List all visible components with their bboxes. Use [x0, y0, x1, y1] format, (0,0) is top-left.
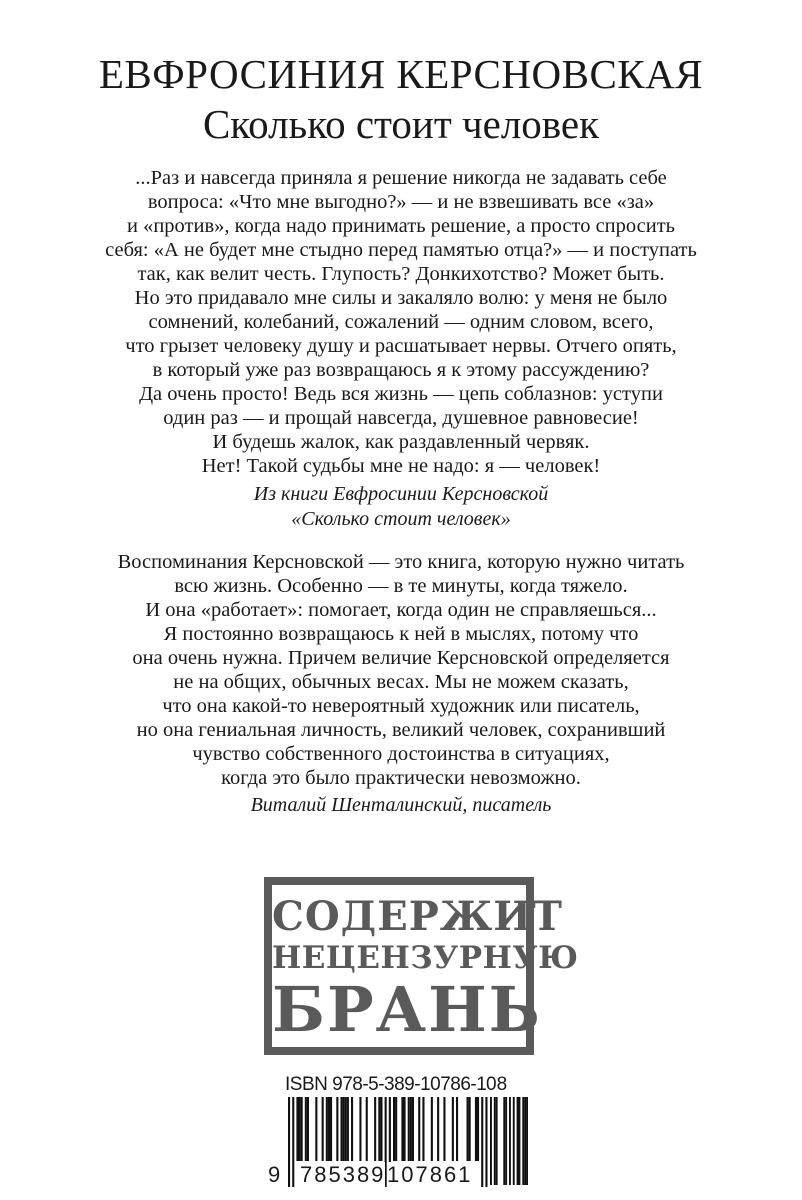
quote-line: И будешь жалок, как раздавленный червяк.: [212, 431, 590, 453]
barcode-right-digits: 107861: [387, 1162, 473, 1187]
quote-source: [0, 482, 802, 532]
barcode-addon-number: 08: [486, 1074, 508, 1095]
barcode-bar: [401, 1097, 403, 1161]
stamp-line: НЕЦЕНЗУРНУЮ: [272, 940, 579, 976]
barcode-addon-bar: [526, 1097, 528, 1185]
quote-line: ...Раз и навсегда приняла я решение никогда не задавать себе: [135, 167, 667, 189]
barcode-addon-bar: [509, 1097, 511, 1185]
review-line: всю жизнь. Особенно — в те минуты, когда тяжело.: [174, 575, 628, 597]
barcode-addon-bar: [522, 1097, 524, 1185]
quote-excerpt: [0, 166, 802, 478]
barcode-bar: [404, 1097, 406, 1161]
review: [0, 550, 802, 790]
review-line: когда это было практически невозможно.: [221, 767, 581, 789]
barcode-bar: [322, 1097, 324, 1161]
barcode-bar: [418, 1097, 420, 1161]
barcode-bar: [437, 1097, 439, 1161]
barcode-addon-bar: [505, 1097, 507, 1185]
barcode-addon-bar: [494, 1097, 496, 1185]
barcode-bar: [485, 1097, 487, 1187]
barcode-bar: [366, 1097, 368, 1161]
barcode-bar: [422, 1097, 424, 1161]
barcode-bar: [292, 1097, 294, 1187]
barcode-bar: [378, 1097, 380, 1161]
barcode-bar: [328, 1097, 330, 1161]
barcode-bar: [351, 1097, 353, 1161]
barcode-left-digits: 785389: [300, 1162, 386, 1187]
quote-line: Нет! Такой судьбы мне не надо: я — человек!: [201, 455, 601, 477]
barcode-bar: [395, 1097, 397, 1161]
review-line: что она какой-то невероятный художник или писатель,: [162, 695, 640, 717]
barcode-bar: [410, 1097, 412, 1161]
book-title: Сколько стоит человек: [202, 101, 600, 147]
barcode-bar: [380, 1097, 382, 1161]
review-line: чувство собственного достоинства в ситуациях,: [192, 743, 610, 765]
barcode-addon-bar: [517, 1097, 519, 1185]
barcode-bar: [299, 1097, 301, 1161]
barcode-bar: [477, 1097, 479, 1161]
barcode-bar: [330, 1097, 332, 1161]
barcode-bar: [336, 1097, 338, 1161]
review-line: Я постоянно возвращаюсь к ней в мыслях, потому что: [163, 623, 639, 645]
barcode-bar: [359, 1097, 361, 1161]
review-line: И она «работает»: помогает, когда один не справляешься...: [145, 599, 657, 621]
quote-source-line: «Сколько стоит человек»: [291, 508, 511, 530]
barcode-bar: [345, 1097, 347, 1161]
barcode-bar: [475, 1097, 477, 1161]
barcode-bar: [467, 1097, 469, 1161]
quote-line: один раз — и прощай навсегда, душевное равновесие!: [163, 407, 639, 429]
review-line: Воспоминания Керсновской — это книга, которую нужно читать: [117, 551, 685, 573]
barcode-addon-bar: [503, 1097, 505, 1185]
review-line: но она гениальная личность, великий человек, сохранивший: [136, 719, 666, 741]
barcode-bar: [469, 1097, 471, 1161]
barcode-bar: [305, 1097, 307, 1161]
barcode-bar: [296, 1097, 298, 1161]
review-line: не на общих, обычных весах. Мы не можем сказать,: [173, 671, 629, 693]
barcode-addon-bar: [524, 1097, 526, 1185]
quote-line: вопроса: «Что мне выгодно?» — и не взвешивать все «за»: [147, 191, 655, 213]
stamp-line: БРАНЬ: [272, 973, 542, 1046]
author-name: ЕВФРОСИНИЯ КЕРСНОВСКАЯ: [98, 51, 704, 97]
barcode-bar: [343, 1097, 345, 1161]
quote-line: Да очень просто! Ведь вся жизнь — цепь соблазнов: уступи: [139, 383, 663, 405]
quote-line: сомнений, колебаний, сожалений — одним словом, всего,: [148, 311, 654, 333]
review-author: Виталий Шенталинский, писатель: [250, 794, 552, 816]
isbn-label: ISBN 978-5-389-10786-1: [285, 1074, 487, 1095]
barcode-bar: [326, 1097, 328, 1161]
barcode-bar: [456, 1097, 458, 1161]
barcode-addon-bar: [496, 1097, 498, 1185]
quote-line: что грызет человеку душу и расшатывает нервы. Отчего опять,: [125, 335, 677, 357]
quote-line: себя: «А не будет мне стыдно перед памятью отца?» — и поступать: [105, 239, 697, 261]
barcode-bar: [431, 1097, 433, 1161]
barcode-bar: [315, 1097, 317, 1161]
barcode-bar: [341, 1097, 343, 1161]
barcode-bar: [412, 1097, 414, 1161]
barcode-bar: [301, 1097, 303, 1161]
barcode-bar: [452, 1097, 454, 1161]
barcode-bar: [393, 1097, 395, 1161]
stamp-line: СОДЕРЖИТ: [272, 893, 563, 940]
barcode-addon-bar: [519, 1097, 521, 1185]
barcode-addon-bar: [490, 1097, 492, 1185]
quote-line: Но это придавало мне силы и закаляло волю: у меня не было: [134, 287, 668, 309]
barcode-bar: [443, 1097, 445, 1161]
barcode-bar: [288, 1097, 290, 1187]
quote-line: и «против», когда надо принимать решение, а просто спросить: [126, 215, 676, 237]
profanity-warning-stamp: [264, 877, 579, 1055]
barcode-bar: [408, 1097, 410, 1161]
quote-line: в который уже раз возвращаюсь я к этому рассуждению?: [152, 359, 650, 381]
barcode-bar: [307, 1097, 309, 1161]
review-line: она очень нужна. Причем величие Керсновской определяется: [132, 647, 670, 669]
barcode-bar: [481, 1097, 483, 1187]
quote-line: так, как велит честь. Глупость? Донкихотство? Может быть.: [137, 263, 665, 285]
barcode-addon-bar: [513, 1097, 515, 1185]
quote-source-line: Из книги Евфросинии Керсновской: [253, 483, 549, 505]
barcode-bar: [347, 1097, 349, 1161]
barcode-first-digit: 9: [268, 1162, 281, 1187]
barcode-bar: [374, 1097, 376, 1161]
